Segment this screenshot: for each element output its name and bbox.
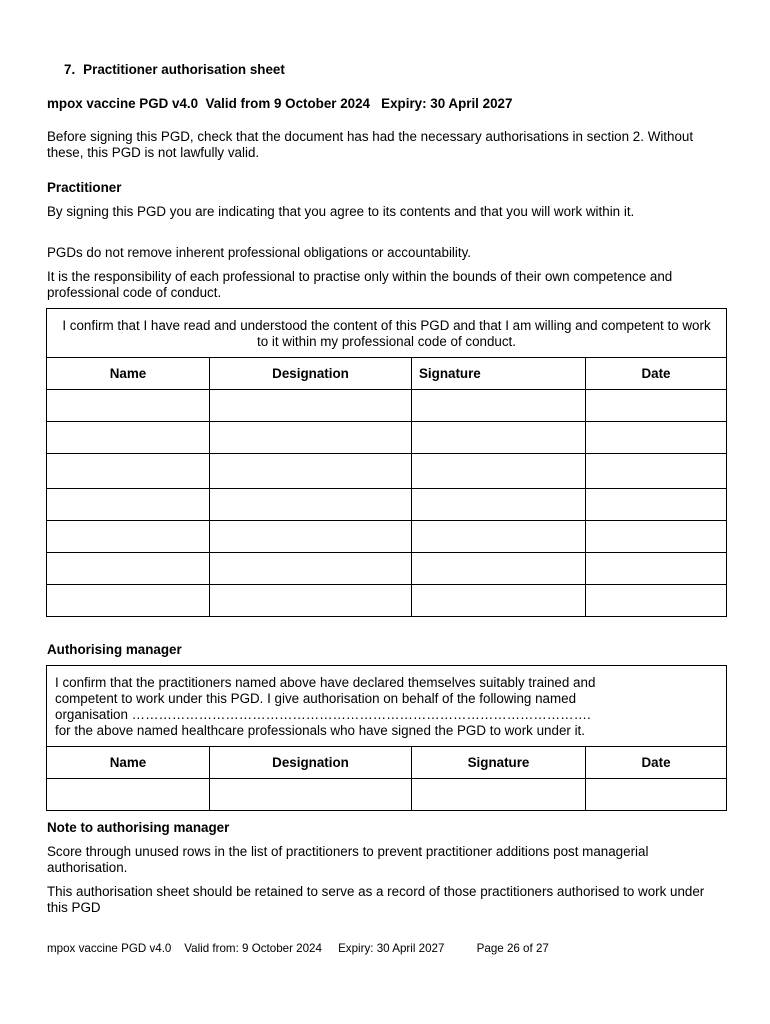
date-cell[interactable] [586,390,727,422]
section-heading [64,62,285,78]
column-header-date: Date [586,747,727,779]
signature-cell[interactable] [412,454,586,489]
column-header-date: Date [586,358,727,390]
manager-confirmation-line-4: for the above named healthcare professionals who have signed the PGD to work under it. [55,723,585,738]
name-cell[interactable] [47,521,210,553]
practitioner-paragraph-2: PGDs do not remove inherent professional obligations or accountability. [47,245,472,260]
signature-cell[interactable] [412,489,586,521]
signature-cell[interactable] [412,585,586,617]
designation-cell[interactable] [210,422,412,454]
manager-signature-table [46,665,727,811]
date-cell[interactable] [586,422,727,454]
practitioner-confirmation: I confirm that I have read and understood the content of this PGD and that I am willing and competent to work to it within my professional code of conduct. [47,309,727,358]
name-cell[interactable] [47,422,210,454]
name-cell[interactable] [47,489,210,521]
note-heading: Note to authorising manager [47,820,230,835]
document-subtitle: mpox vaccine PGD v4.0 Valid from 9 October 2024 Expiry: 30 April 2027 [47,96,513,111]
practitioner-heading: Practitioner [47,180,122,195]
section-number: 7. [64,62,76,77]
footer-valid: Valid from: 9 October 2024 [184,942,322,955]
column-header-signature: Signature [412,747,586,779]
date-cell[interactable] [586,553,727,585]
column-header-name: Name [47,358,210,390]
designation-cell[interactable] [210,585,412,617]
page-footer [47,941,549,957]
signature-cell[interactable] [412,422,586,454]
footer-doc: mpox vaccine PGD v4.0 [47,942,172,955]
name-cell[interactable] [47,390,210,422]
name-cell[interactable] [47,779,210,811]
footer-expiry: Expiry: 30 April 2027 [338,942,445,955]
designation-cell[interactable] [210,521,412,553]
designation-cell[interactable] [210,553,412,585]
manager-confirmation-line-3: organisation …………………………………………………………………………………………. [55,707,591,722]
date-cell[interactable] [586,585,727,617]
intro-paragraph: Before signing this PGD, check that the document has had the necessary authorisations in section 2. Without these, this PGD is not lawfully valid. [47,129,694,160]
signature-cell[interactable] [412,553,586,585]
practitioner-paragraph-3: It is the responsibility of each professional to practise only within the bounds of their own competence and professional code of conduct. [47,269,673,300]
designation-cell[interactable] [210,454,412,489]
manager-confirmation-line-2: competent to work under this PGD. I give authorisation on behalf of the following named [55,691,577,706]
name-cell[interactable] [47,454,210,489]
signature-cell[interactable] [412,779,586,811]
designation-cell[interactable] [210,390,412,422]
footer-page: Page 26 of 27 [476,942,549,955]
column-header-designation: Designation [210,747,412,779]
manager-confirmation-line-1: I confirm that the practitioners named above have declared themselves suitably trained and [55,675,596,690]
column-header-name: Name [47,747,210,779]
manager-confirmation [47,666,727,747]
date-cell[interactable] [586,779,727,811]
name-cell[interactable] [47,553,210,585]
note-paragraph-2: This authorisation sheet should be retained to serve as a record of those practitioners authorised to work under this PGD [47,884,705,915]
signature-cell[interactable] [412,390,586,422]
practitioner-signature-table [46,308,727,617]
name-cell[interactable] [47,585,210,617]
designation-cell[interactable] [210,489,412,521]
signature-cell[interactable] [412,521,586,553]
practitioner-paragraph-1: By signing this PGD you are indicating that you agree to its contents and that you will work within it. [47,204,635,219]
column-header-signature: Signature [412,358,586,390]
date-cell[interactable] [586,454,727,489]
date-cell[interactable] [586,489,727,521]
designation-cell[interactable] [210,779,412,811]
date-cell[interactable] [586,521,727,553]
manager-heading: Authorising manager [47,642,182,657]
note-paragraph-1: Score through unused rows in the list of practitioners to prevent practitioner additions post managerial authorisation. [47,844,649,875]
column-header-designation: Designation [210,358,412,390]
section-title: Practitioner authorisation sheet [83,62,285,77]
